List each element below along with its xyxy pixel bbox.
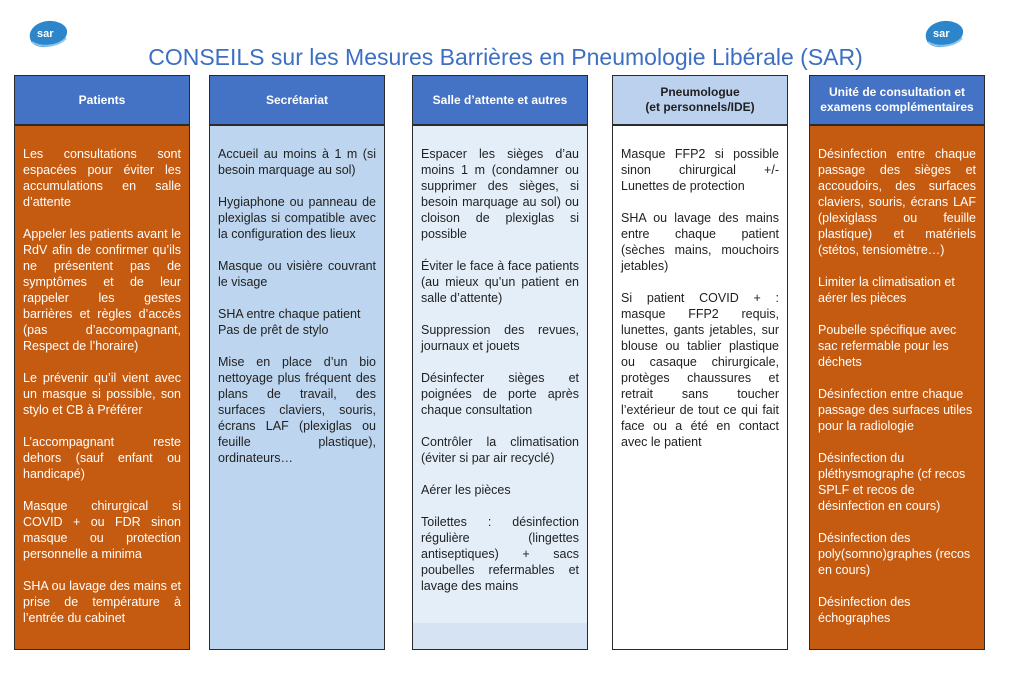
column-header-consultation-unit — [809, 75, 985, 125]
column-header-label: Pneumologue — [660, 85, 740, 99]
column-body-waiting-room — [412, 125, 588, 650]
column-body-patients — [14, 125, 190, 650]
list-item: Aérer les pièces — [421, 483, 511, 497]
column-body-pulmonologist — [612, 125, 788, 650]
list-item: SHA entre chaque patient Pas de prêt de stylo — [218, 307, 361, 337]
page-title: CONSEILS sur les Mesures Barrières en Pneumologie Libérale (SAR) — [148, 44, 863, 70]
svg-text:sar: sar — [933, 28, 950, 40]
list-item: Désinfection des échographes — [818, 595, 911, 625]
column-header-patients — [14, 75, 190, 125]
column-header-pulmonologist — [612, 75, 788, 125]
list-item: Appeler les patients avant le RdV afin de confirmer qu’ils ne présentent pas de symptômes et de leur rappeler les gestes barrières et règles d’accès (pas d’accompagnant, Respect de l’horaire) — [23, 227, 181, 353]
list-item: Poubelle spécifique avec sac refermable pour les déchets — [818, 323, 957, 369]
list-item: Désinfection entre chaque passage des surfaces utiles pour la radiologie — [818, 387, 973, 433]
column-body-consultation-unit — [809, 125, 985, 650]
list-item: SHA ou lavage des mains et prise de température à l’entrée du cabinet — [23, 579, 181, 625]
list-item: Désinfecter sièges et poignées de porte après chaque consultation — [421, 371, 579, 417]
list-item: Désinfection entre chaque passage des sièges et accoudoirs, des surfaces claviers, souris, écrans LAF (plexiglass ou feuille plastique) et matériels (stétos, tensiomètre…) — [818, 147, 976, 257]
column-header-secretariat — [209, 75, 385, 125]
list-item: Mise en place d’un bio nettoyage plus fréquent des plans de travail, des surfaces claviers, souris, écrans LAF (plexiglas ou feuille plastique), ordinateurs… — [218, 355, 376, 465]
list-item: Contrôler la climatisation (éviter si par air recyclé) — [421, 435, 579, 465]
list-item: Les consultations sont espacées pour éviter les accumulations en salle d’attente — [23, 147, 181, 209]
list-item: Masque ou visière couvrant le visage — [218, 259, 376, 289]
list-item: Si patient COVID + : masque FFP2 requis, lunettes, gants jetables, sur blouse ou tablier plastique ou casaque chirurgicale, protèges chaussures et retrait sans toucher l’extérieur de tout ce qui fait face ou a été en contact avec le patient — [621, 291, 779, 449]
svg-text:sar: sar — [37, 28, 54, 40]
list-item: Le prévenir qu’il vient avec un masque si possible, son stylo et CB à Préférer — [23, 371, 181, 417]
list-item: Accueil au moins à 1 m (si besoin marquage au sol) — [218, 147, 376, 177]
list-item: Hygiaphone ou panneau de plexiglas si compatible avec la configuration des lieux — [218, 195, 376, 241]
column-header-sublabel: (et personnels/IDE) — [645, 100, 755, 114]
list-item: Masque chirurgical si COVID + ou FDR sinon masque ou protection personnelle a minima — [23, 499, 181, 561]
list-item: L’accompagnant reste dehors (sauf enfant ou handicapé) — [23, 435, 181, 481]
column-header-waiting-room — [412, 75, 588, 125]
list-item: Limiter la climatisation et aérer les pièces — [818, 275, 955, 305]
column-header-label: Patients — [78, 92, 126, 107]
column-footer-band — [413, 623, 587, 649]
list-item: Espacer les sièges d’au moins 1 m (condamner ou supprimer des sièges, si besoin marquage au sol) ou cloison de plexiglas si possible — [421, 147, 579, 241]
list-item: Éviter le face à face patients (au mieux qu’un patient en salle d’attente) — [421, 259, 579, 305]
column-header-label: Secrétariat — [265, 92, 329, 107]
list-item: Désinfection du pléthysmographe (cf recos SPLF et recos de désinfection en cours) — [818, 451, 966, 513]
column-header-label: Salle d’attente et autres — [432, 92, 568, 107]
list-item: Toilettes : désinfection régulière (lingettes antiseptiques) + sacs poubelles refermables et lavage des mains — [421, 515, 579, 593]
list-item: Désinfection des poly(somno)graphes (recos en cours) — [818, 531, 971, 577]
list-item: SHA ou lavage des mains entre chaque patient (sèches mains, mouchoirs jetables) — [621, 211, 779, 273]
list-item: Suppression des revues, journaux et jouets — [421, 323, 579, 353]
column-header-label: Unité de consultation et examens complémentaires — [820, 85, 974, 114]
column-body-secretariat — [209, 125, 385, 650]
list-item: Masque FFP2 si possible sinon chirurgical +/- Lunettes de protection — [621, 147, 779, 193]
